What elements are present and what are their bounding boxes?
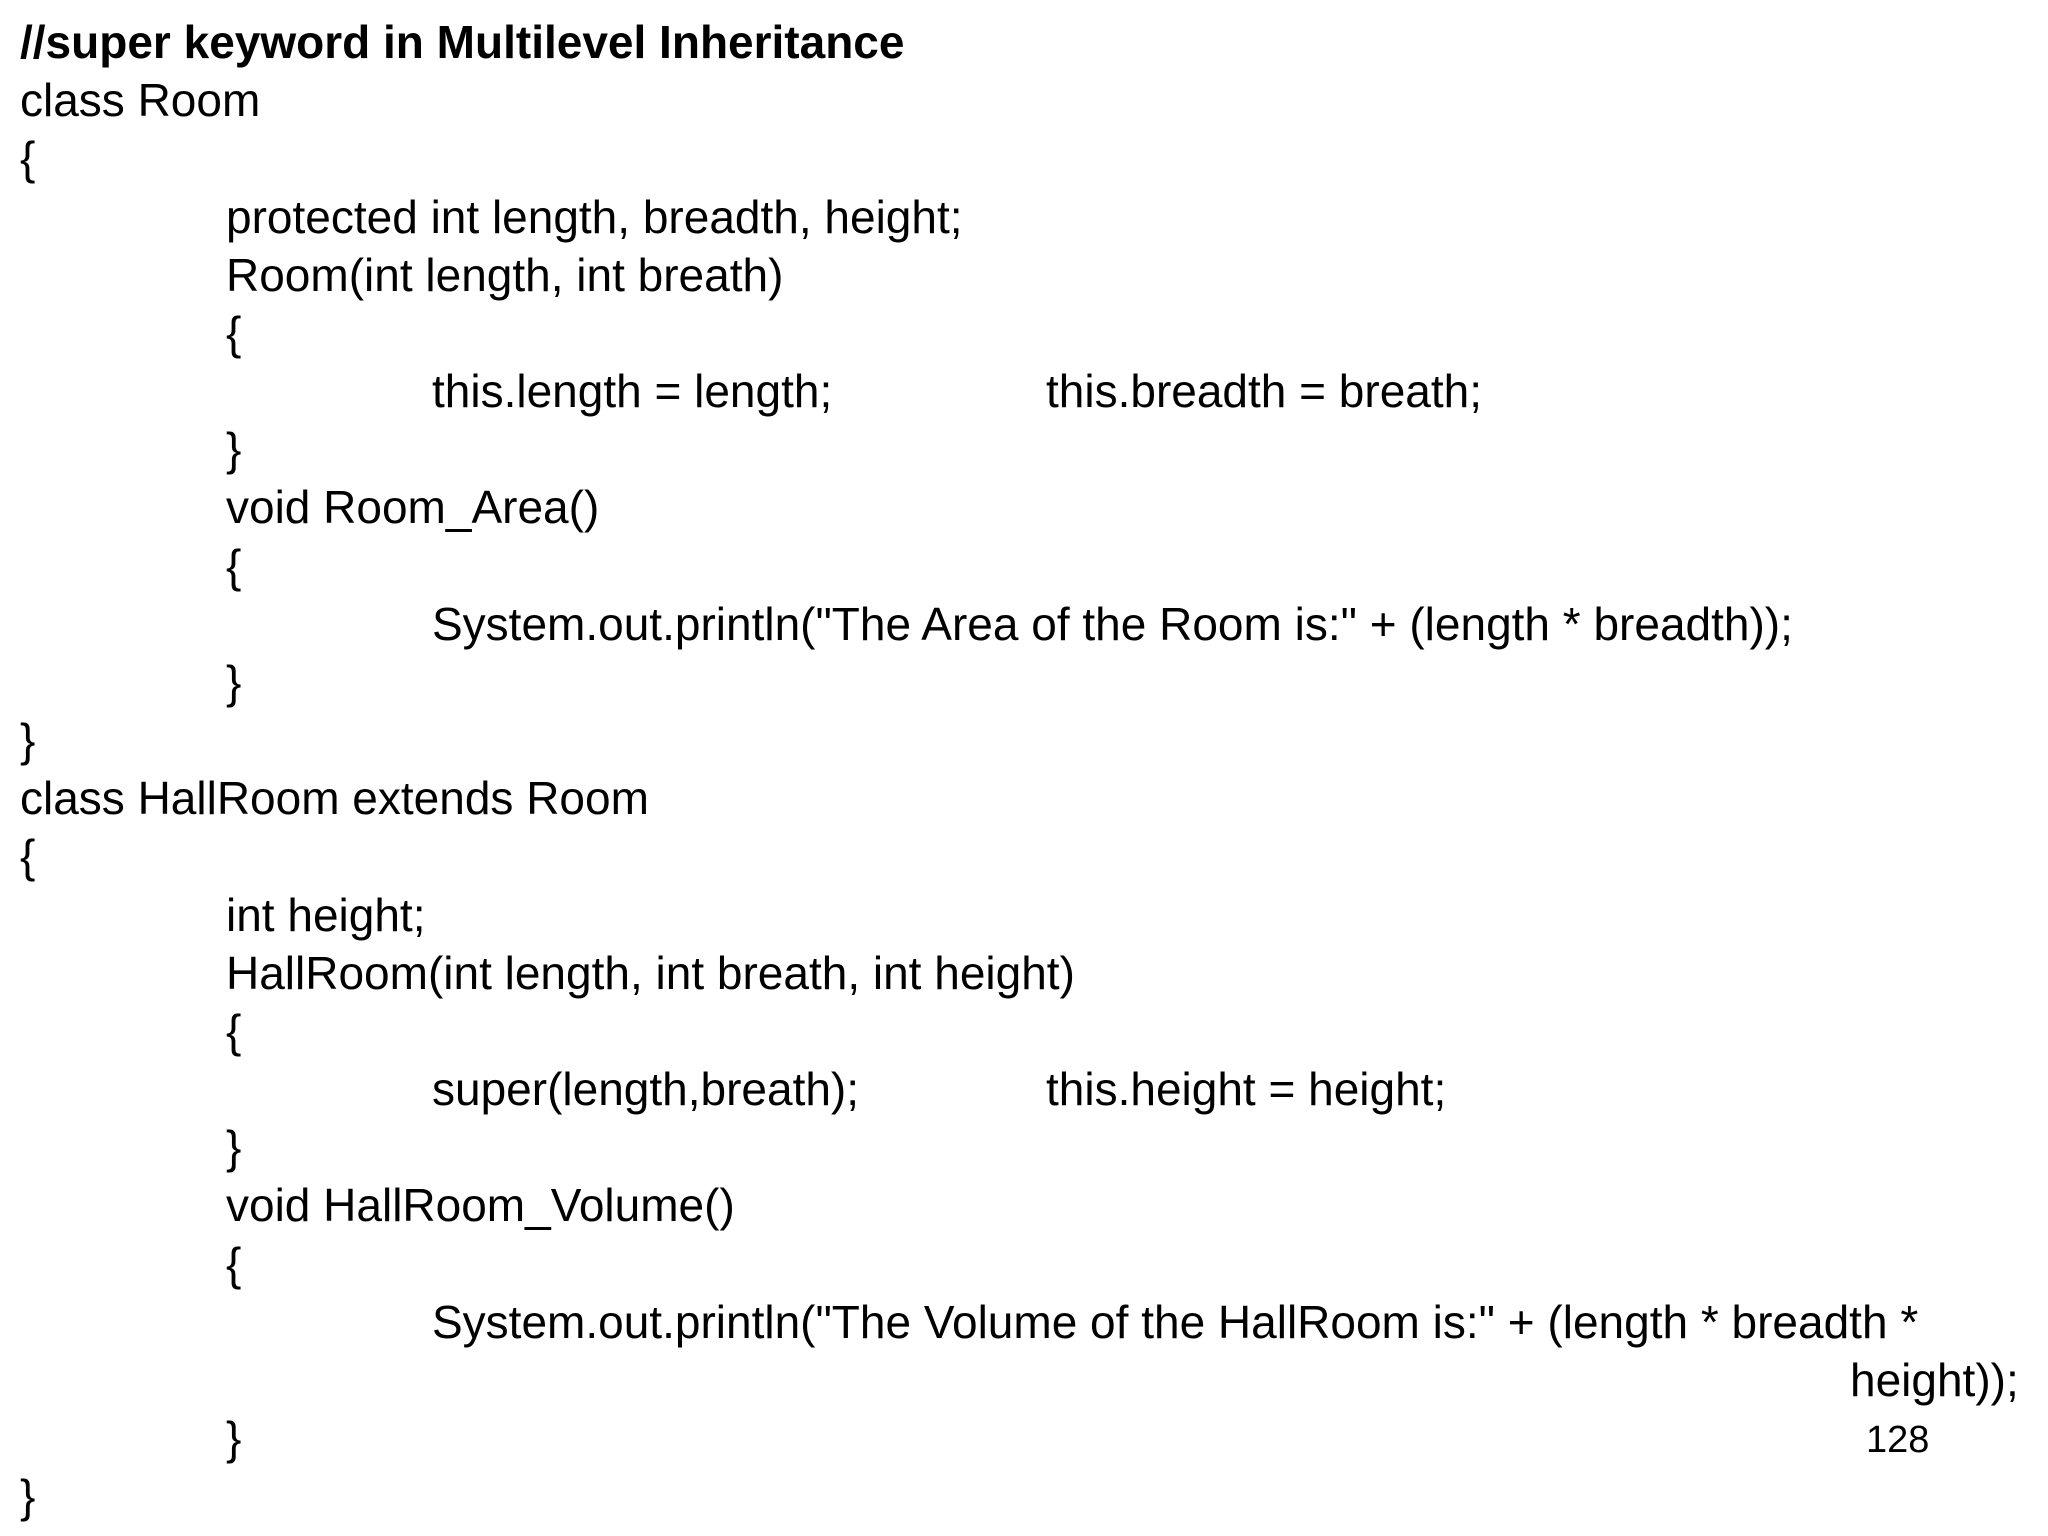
- code-line-room-ctor-close: }: [226, 423, 242, 475]
- code-line-hall-field: int height;: [226, 889, 426, 941]
- code-line-room-area-stmt: System.out.println("The Area of the Room is:" + (length * breadth));: [432, 598, 1793, 650]
- code-line-room-ctor-stmt1: this.length = length;: [432, 365, 833, 417]
- code-line-hall-ctor-open: {: [226, 1005, 242, 1057]
- code-line-hall-ctor-stmt1: super(length,breath);: [432, 1063, 860, 1115]
- code-line-room-ctor-sig: Room(int length, int breath): [226, 249, 784, 301]
- code-line-hall-ctor-stmt2: this.height = height;: [1046, 1063, 1447, 1115]
- code-line-hall-open: {: [20, 830, 36, 882]
- code-line-room-ctor-open: {: [226, 307, 242, 359]
- code-line-room-area-close: }: [226, 656, 242, 708]
- code-line-room-area-open: {: [226, 540, 242, 592]
- code-line-room-fields: protected int length, breadth, height;: [226, 191, 963, 243]
- code-line-hall-volume-stmt-wrap: height));: [1850, 1354, 2019, 1406]
- code-line-room-ctor-stmt2: this.breadth = breath;: [1046, 365, 1483, 417]
- code-line-room-area-sig: void Room_Area(): [226, 481, 600, 533]
- code-line-room-close: }: [20, 714, 36, 766]
- slide-title: //super keyword in Multilevel Inheritance: [20, 16, 905, 68]
- code-line-room-class: class Room: [20, 74, 261, 126]
- code-line-hall-volume-open: {: [226, 1238, 242, 1290]
- code-line-hall-close: }: [20, 1470, 36, 1522]
- code-line-hall-volume-sig: void HallRoom_Volume(): [226, 1179, 735, 1231]
- code-line-room-open: {: [20, 132, 36, 184]
- code-line-hall-ctor-sig: HallRoom(int length, int breath, int height): [226, 947, 1075, 999]
- page-number: 128: [1866, 1419, 1930, 1461]
- code-line-hall-class: class HallRoom extends Room: [20, 772, 649, 824]
- code-line-hall-ctor-close: }: [226, 1121, 242, 1173]
- code-line-hall-volume-stmt: System.out.println("The Volume of the HallRoom is:" + (length * breadth *: [432, 1296, 1919, 1348]
- code-line-hall-volume-close: }: [226, 1412, 242, 1464]
